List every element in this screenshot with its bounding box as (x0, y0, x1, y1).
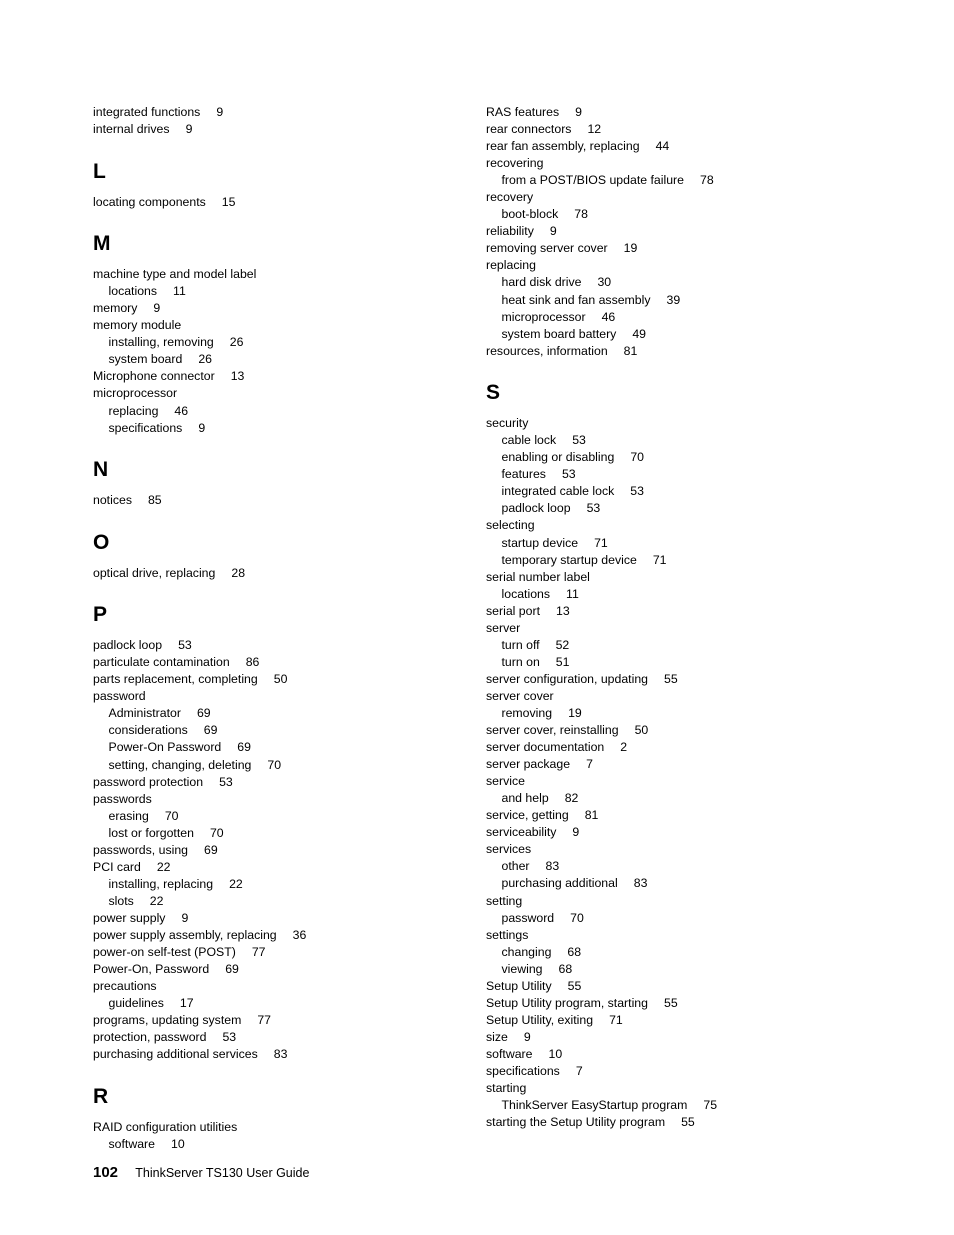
index-term: cable lock (501, 433, 557, 448)
index-entry (486, 927, 866, 944)
index-page-ref: 53 (178, 638, 192, 653)
index-page-ref: 53 (561, 467, 576, 482)
index-subentry (486, 705, 866, 722)
index-page-ref: 22 (156, 859, 171, 874)
index-page-ref: 49 (632, 326, 647, 341)
index-term: setting, changing, deleting (108, 757, 252, 772)
index-page-ref: 22 (229, 876, 243, 891)
index-page-ref: 55 (663, 995, 678, 1010)
index-subentry (93, 876, 473, 893)
index-entry (486, 189, 866, 206)
index-page-ref: 55 (664, 671, 678, 686)
index-page-ref: 36 (292, 928, 307, 942)
index-term: password (93, 689, 146, 704)
index-entry (486, 995, 866, 1012)
index-term: RAS features (486, 105, 560, 119)
index-term: serial port (486, 603, 540, 618)
index-term: service, getting (486, 808, 569, 823)
index-entry (486, 1114, 866, 1131)
index-page-ref: 70 (630, 450, 644, 465)
index-term: features (501, 467, 546, 482)
index-term: service (486, 774, 525, 789)
index-term: server package (486, 757, 571, 772)
index-term: Microphone connector (93, 369, 215, 384)
index-term: services (486, 842, 532, 857)
index-entry (93, 1119, 473, 1136)
index-page-ref: 13 (230, 369, 245, 384)
index-subentry (486, 483, 866, 500)
index-entry (486, 104, 866, 121)
index-term: turn on (501, 654, 540, 669)
index-page-ref: 39 (666, 292, 681, 307)
index-term: Power-On, Password (93, 962, 210, 977)
index-page-ref: 19 (623, 241, 638, 256)
index-entry (486, 138, 866, 155)
index-term: software (108, 1136, 155, 1151)
index-page-ref: 46 (174, 403, 189, 418)
index-subentry (486, 858, 866, 875)
index-entry (486, 671, 866, 688)
index-entry (486, 240, 866, 257)
index-term: software (486, 1046, 533, 1061)
index-page-ref: 26 (229, 335, 244, 350)
index-page-ref: 53 (586, 501, 601, 516)
index-subentry (93, 825, 473, 842)
index-entry (486, 415, 866, 432)
index-subentry (93, 283, 473, 300)
index-term: enabling or disabling (501, 450, 615, 465)
index-subentry (93, 420, 473, 437)
index-term: purchasing additional (501, 876, 618, 891)
index-term: temporary startup device (501, 552, 637, 567)
index-page-ref: 77 (251, 945, 266, 960)
index-term: hard disk drive (501, 275, 582, 290)
index-subentry (486, 292, 866, 309)
index-subentry (486, 1097, 866, 1114)
index-term: system board (108, 352, 183, 367)
index-term: replacing (108, 403, 159, 418)
index-term: recovering (486, 156, 544, 171)
index-term: selecting (486, 518, 535, 533)
index-page-ref: 68 (558, 961, 573, 976)
index-page-ref: 85 (147, 493, 162, 508)
index-entry (93, 1046, 473, 1063)
index-subentry (486, 449, 866, 466)
index-page-ref: 22 (149, 893, 164, 908)
index-term: heat sink and fan assembly (501, 292, 651, 307)
index-entry (93, 1012, 473, 1029)
index-entry (93, 910, 473, 927)
index-page-ref: 13 (556, 603, 570, 618)
index-page-ref: 55 (681, 1115, 695, 1130)
index-term: parts replacement, completing (93, 672, 258, 687)
index-entry (486, 722, 866, 739)
index-term: locating components (93, 194, 206, 209)
index-page-ref: 69 (196, 706, 211, 721)
index-entry (486, 343, 866, 360)
index-term: power-on self-test (POST) (93, 945, 236, 960)
index-entry (93, 944, 473, 961)
index-term: internal drives (93, 122, 170, 137)
index-term: padlock loop (501, 501, 571, 516)
index-term: notices (93, 493, 132, 508)
index-term: recovery (486, 190, 534, 205)
index-term: lost or forgotten (108, 825, 194, 840)
index-letter-heading: P (93, 603, 108, 627)
footer-document-title: ThinkServer TS130 User Guide (135, 1166, 310, 1180)
index-page-ref: 55 (567, 978, 582, 993)
index-term: and help (501, 791, 549, 806)
index-page-ref: 77 (257, 1013, 272, 1028)
index-subentry (93, 351, 473, 368)
index-page-ref: 70 (267, 757, 282, 772)
index-term: changing (501, 944, 552, 959)
index-entry (93, 791, 473, 808)
index-page-ref: 53 (630, 484, 644, 499)
index-page-ref: 44 (655, 139, 670, 154)
index-term: removing (501, 706, 553, 720)
index-term: settings (486, 927, 529, 942)
index-term: integrated cable lock (501, 484, 615, 499)
index-term: server configuration, updating (486, 671, 649, 686)
index-page-ref: 9 (216, 105, 224, 119)
index-page-ref: 26 (198, 352, 212, 367)
index-letter-heading: M (93, 232, 111, 256)
index-entry (93, 842, 473, 859)
index-page-ref: 82 (564, 791, 579, 806)
index-page-ref: 11 (566, 586, 579, 601)
index-entry (486, 978, 866, 995)
index-term: replacing (486, 258, 536, 273)
index-entry (486, 1046, 866, 1063)
index-page-ref: 71 (594, 535, 608, 550)
index-term: from a POST/BIOS update failure (501, 173, 684, 188)
index-subentry (93, 995, 473, 1012)
index-term: startup device (501, 535, 579, 550)
index-entry (93, 961, 473, 978)
index-term: turn off (501, 637, 540, 652)
index-entry (93, 194, 473, 211)
index-term: system board battery (501, 326, 617, 341)
index-page-ref: 53 (222, 1030, 237, 1045)
index-entry (486, 569, 866, 586)
index-page-ref: 2 (620, 740, 628, 755)
index-term: password (501, 910, 555, 925)
index-subentry (93, 722, 473, 739)
index-page-ref: 78 (699, 173, 714, 188)
index-page-ref: 78 (574, 207, 588, 222)
index-entry (486, 824, 866, 841)
index-page-ref: 9 (153, 301, 161, 316)
index-page-ref: 83 (545, 859, 560, 874)
index-page-ref: 75 (703, 1098, 718, 1113)
index-entry (486, 739, 866, 756)
index-letter-heading: L (93, 159, 106, 183)
index-term: guidelines (108, 996, 164, 1011)
index-term: server cover (486, 688, 554, 703)
index-term: RAID configuration utilities (93, 1119, 238, 1134)
index-page-ref: 15 (221, 194, 236, 209)
index-subentry (486, 961, 866, 978)
index-subentry (93, 1136, 473, 1153)
index-entry (93, 978, 473, 995)
index-entry (93, 104, 473, 121)
index-subentry (486, 910, 866, 927)
index-page-ref: 30 (597, 275, 612, 290)
index-entry (486, 223, 866, 240)
index-entry (486, 121, 866, 138)
index-term: password protection (93, 774, 204, 789)
index-term: security (486, 416, 529, 431)
index-subentry (486, 309, 866, 326)
index-page-ref: 69 (204, 842, 218, 857)
index-term: power supply assembly, replacing (93, 928, 277, 942)
index-term: programs, updating system (93, 1013, 242, 1028)
index-page-ref: 70 (209, 825, 224, 840)
index-term: optical drive, replacing (93, 565, 216, 580)
index-entry (93, 654, 473, 671)
index-entry (486, 688, 866, 705)
index-term: specifications (486, 1063, 560, 1078)
index-entry (93, 1029, 473, 1046)
index-page-ref: 46 (601, 309, 616, 324)
index-page-ref: 7 (575, 1063, 583, 1078)
index-subentry (486, 552, 866, 569)
index-subentry (93, 403, 473, 420)
index-entry (486, 1063, 866, 1080)
index-page-ref: 70 (570, 910, 584, 925)
index-page-ref: 50 (273, 672, 288, 687)
index-page-ref: 9 (523, 1029, 531, 1044)
index-term: starting (486, 1081, 527, 1096)
index-term: serviceability (486, 825, 557, 840)
index-term: protection, password (93, 1030, 207, 1045)
index-term: rear connectors (486, 122, 572, 137)
footer-page-number: 102 (93, 1164, 119, 1181)
index-letter-heading: N (93, 458, 109, 482)
index-column-right (486, 104, 866, 1131)
index-page-ref: 71 (652, 552, 667, 567)
index-page-ref: 9 (575, 105, 582, 119)
index-page-ref: 70 (164, 808, 179, 823)
index-subentry (486, 466, 866, 483)
index-term: serial number label (486, 569, 590, 584)
index-page-ref: 81 (623, 343, 638, 358)
index-term: Power-On Password (108, 740, 222, 755)
index-entry (93, 266, 473, 283)
index-page-ref: 53 (572, 433, 586, 448)
index-term: removing server cover (486, 241, 608, 256)
index-entry (93, 927, 473, 944)
index-page-ref: 81 (584, 808, 599, 823)
index-term: installing, removing (108, 335, 214, 350)
index-term: server (486, 620, 521, 635)
index-term: Setup Utility program, starting (486, 995, 648, 1010)
index-term: specifications (108, 420, 183, 435)
index-term: passwords, using (93, 842, 189, 857)
index-subentry (486, 586, 866, 603)
index-page-ref: 19 (568, 706, 582, 720)
index-entry (486, 1080, 866, 1097)
index-term: considerations (108, 723, 188, 738)
index-page-ref: 11 (173, 284, 186, 299)
index-term: server cover, reinstalling (486, 723, 619, 738)
index-entry (93, 368, 473, 385)
index-entry (93, 774, 473, 791)
index-entry (93, 565, 473, 582)
index-entry (486, 620, 866, 637)
index-entry (93, 688, 473, 705)
index-term: passwords (93, 791, 152, 806)
index-term: Setup Utility, exiting (486, 1012, 594, 1027)
index-letter-heading: R (93, 1084, 109, 1108)
index-subentry (486, 535, 866, 552)
index-page-ref: 51 (555, 654, 570, 669)
index-page-ref: 69 (225, 962, 239, 977)
index-page-ref: 9 (198, 420, 206, 435)
index-term: memory (93, 301, 138, 316)
index-subentry (93, 739, 473, 756)
index-page-ref: 10 (170, 1136, 185, 1151)
index-term: Setup Utility (486, 978, 552, 993)
index-letter-heading: S (486, 381, 501, 405)
index-page-ref: 9 (572, 825, 580, 840)
index-subentry (486, 206, 866, 223)
index-page-ref: 71 (609, 1012, 623, 1027)
index-page-ref: 28 (231, 565, 246, 580)
index-entry (486, 257, 866, 274)
index-term: size (486, 1029, 508, 1044)
index-subentry (486, 637, 866, 654)
index-page-ref: 69 (203, 723, 218, 738)
index-term: purchasing additional services (93, 1047, 258, 1062)
index-subentry (93, 334, 473, 351)
index-subentry (486, 944, 866, 961)
index-page-ref: 9 (549, 224, 557, 239)
index-subentry (486, 875, 866, 892)
index-entry (486, 841, 866, 858)
index-term: erasing (108, 808, 149, 823)
index-term: boot-block (501, 207, 559, 222)
index-entry (93, 492, 473, 509)
index-term: integrated functions (93, 105, 201, 119)
index-page-ref: 68 (567, 944, 582, 959)
index-entry (486, 773, 866, 790)
index-page-ref: 7 (586, 757, 593, 772)
index-subentry (486, 274, 866, 291)
index-entry (93, 317, 473, 334)
index-entry (93, 300, 473, 317)
index-subentry (486, 654, 866, 671)
index-entry (93, 671, 473, 688)
page-footer (93, 1164, 309, 1181)
index-term: machine type and model label (93, 267, 257, 282)
index-entry (486, 603, 866, 620)
index-term: rear fan assembly, replacing (486, 139, 640, 154)
index-term: starting the Setup Utility program (486, 1115, 666, 1130)
index-entry (93, 637, 473, 654)
index-page-ref: 53 (219, 774, 233, 789)
index-subentry (93, 893, 473, 910)
index-entry (486, 893, 866, 910)
index-term: resources, information (486, 343, 608, 358)
index-entry (486, 1012, 866, 1029)
index-term: memory module (93, 318, 182, 333)
index-term: reliability (486, 224, 534, 239)
index-letter-heading: O (93, 530, 110, 554)
index-term: other (501, 859, 530, 874)
index-term: microprocessor (93, 386, 178, 401)
index-term: locations (501, 586, 551, 601)
index-entry (486, 517, 866, 534)
index-page-ref: 17 (179, 996, 194, 1011)
index-term: PCI card (93, 859, 141, 874)
index-term: locations (108, 284, 158, 299)
index-page-ref: 9 (181, 910, 189, 925)
index-page-ref: 10 (548, 1046, 563, 1061)
index-term: Administrator (108, 706, 181, 721)
index-term: slots (108, 893, 134, 908)
index-page-ref: 9 (185, 122, 193, 137)
index-subentry (93, 705, 473, 722)
index-subentry (486, 432, 866, 449)
index-term: particulate contamination (93, 655, 230, 670)
index-subentry (93, 808, 473, 825)
index-term: precautions (93, 979, 157, 994)
index-subentry (486, 326, 866, 343)
index-page-ref: 83 (633, 876, 648, 891)
index-subentry (486, 790, 866, 807)
index-term: server documentation (486, 740, 605, 755)
index-term: setting (486, 893, 523, 908)
index-term: power supply (93, 910, 166, 925)
index-entry (93, 121, 473, 138)
index-page-ref: 50 (634, 723, 649, 738)
index-subentry (486, 172, 866, 189)
index-term: ThinkServer EasyStartup program (501, 1098, 688, 1113)
index-subentry (93, 757, 473, 774)
index-entry (93, 859, 473, 876)
index-page-ref: 69 (237, 740, 251, 755)
index-entry (486, 155, 866, 172)
index-term: installing, replacing (108, 876, 214, 891)
index-entry (486, 756, 866, 773)
index-term: viewing (501, 961, 543, 976)
index-page-ref: 52 (555, 637, 570, 652)
index-page-ref: 86 (245, 655, 260, 670)
index-subentry (486, 500, 866, 517)
index-page-ref: 12 (587, 122, 602, 137)
index-term: padlock loop (93, 638, 163, 653)
index-page-ref: 83 (273, 1047, 288, 1062)
index-column-left (93, 104, 473, 1153)
index-term: microprocessor (501, 309, 586, 324)
index-entry (486, 807, 866, 824)
index-entry (486, 1029, 866, 1046)
index-entry (93, 385, 473, 402)
